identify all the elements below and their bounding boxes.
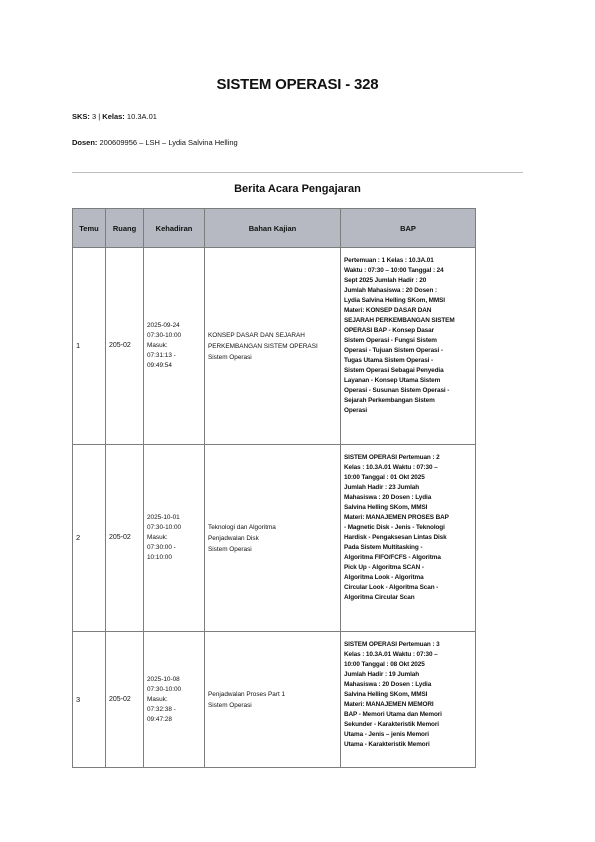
bap-line: Layanan - Konsep Utama Sistem [344,377,441,384]
table-header-row [73,209,476,248]
kelas-value: 10.3A.01 [124,112,157,121]
bap-line: SEJARAH PERKEMBANGAN SISTEM [344,317,455,324]
bap-line: Sejarah Perkembangan Sistem [344,397,435,404]
dosen-label: Dosen: [72,138,98,147]
bap-line: Sistem Operasi - Fungsi Sistem [344,337,437,344]
bap-line: Mahasiswa : 20 Dosen : Lydia [344,681,432,688]
kehadiran-line: 2025-09-24 [147,322,180,329]
cell-ruang: 205-02 [106,248,144,445]
kehadiran-line: 07:30:00 - [147,544,176,551]
kehadiran-line: 07:30-10:00 [147,332,182,339]
cell-temu: 1 [73,248,106,445]
bap-line: BAP - Memori Utama dan Memori [344,711,442,718]
bap-line: 10:00 Tanggal : 01 Okt 2025 [344,474,425,481]
bap-line: Utama - Karakteristik Memori [344,741,430,748]
table-row [73,248,476,445]
bahan-line: Sistem Operasi [208,545,252,553]
section-title: Berita Acara Pengajaran [234,183,361,195]
cell-kehadiran [144,445,205,632]
kehadiran-line: Masuk: [147,534,168,541]
kehadiran-line: 2025-10-08 [147,675,180,683]
bap-line: Jumlah Hadir : 23 Jumlah [344,484,420,491]
kehadiran-line: Masuk: [147,342,168,349]
kehadiran-line: 2025-10-01 [147,514,180,521]
bap-line: Sekunder - Karakteristik Memori [344,721,439,728]
col-header-bap: BAP [341,209,476,248]
bap-line: 10:00 Tanggal : 08 Okt 2025 [344,661,425,668]
bap-line: - Magnetic Disk - Jenis - Teknologi [344,524,445,531]
bap-line: Kelas : 10.3A.01 Waktu : 07:30 – [344,464,438,471]
bahan-line: PERKEMBANGAN SISTEM OPERASI [208,342,318,350]
bap-line: Algoritma FIFO/FCFS - Algoritma [344,554,441,561]
kelas-label: Kelas: [102,112,125,121]
cell-kehadiran [144,632,205,768]
cell-bap [341,248,476,445]
kehadiran-line: 07:31:13 - [147,352,176,359]
cell-kehadiran [144,248,205,445]
cell-temu: 2 [73,445,106,632]
kehadiran-line: 10:10:00 [147,554,172,561]
sks-label: SKS: [72,112,90,121]
col-header-ruang: Ruang [106,209,144,248]
col-header-bahan-kajian: Bahan Kajian [205,209,341,248]
page-title: SISTEM OPERASI - 328 [216,76,379,93]
cell-bahan-kajian [205,445,341,632]
bap-line: Jumlah Mahasiswa : 20 Dosen : [344,287,437,294]
bahan-line: Teknologi dan Algoritma [208,523,276,531]
kehadiran-line: 09:47:28 [147,715,172,723]
bap-line: OPERASI BAP - Konsep Dasar [344,327,434,334]
col-header-kehadiran: Kehadiran [144,209,205,248]
bap-line: Pertemuan : 1 Kelas : 10.3A.01 [344,257,434,264]
bap-line: Operasi [344,407,368,414]
cell-ruang: 205-02 [106,632,144,768]
bahan-line: Sistem Operasi [208,701,252,709]
bap-line: Materi: MANAJEMEN MEMORI [344,701,434,708]
col-header-temu: Temu [73,209,106,248]
bap-line: Sistem Operasi Sebagai Penyedia [344,367,444,374]
cell-bap [341,632,476,768]
sks-value: 3 | [89,112,103,121]
bap-line: Lydia Salvina Helling SKom, MMSI [344,297,445,304]
bap-line: Utama - Jenis – jenis Memori [344,731,429,738]
cell-bahan-kajian [205,248,341,445]
bap-line: Materi: MANAJEMEN PROSES BAP [344,514,449,521]
cell-bahan-kajian [205,632,341,768]
bap-line: Materi: KONSEP DASAR DAN [344,307,432,314]
cell-ruang: 205-02 [106,445,144,632]
bap-line: Kelas : 10.3A.01 Waktu : 07:30 – [344,651,438,658]
bap-line: Operasi - Susunan Sistem Operasi - [344,387,450,394]
lecturer-meta [72,138,238,147]
table-row [73,632,476,768]
bap-line: SISTEM OPERASI Pertemuan : 3 [344,641,440,648]
bahan-line: KONSEP DASAR DAN SEJARAH [208,331,305,339]
kehadiran-line: 09:49:54 [147,362,172,369]
bap-line: Waktu : 07:30 – 10:00 Tanggal : 24 [344,267,444,274]
cell-bap [341,445,476,632]
bap-line: Hardisk - Pengaksesan Lintas Disk [344,534,447,541]
bap-line: Pick Up - Algoritma SCAN - [344,564,424,571]
bap-line: Algoritma Look - Algoritma [344,574,424,581]
bahan-line: Penjadwalan Disk [208,534,259,542]
bap-line: SISTEM OPERASI Pertemuan : 2 [344,454,440,461]
kehadiran-line: 07:32:38 - [147,705,176,713]
bap-line: Circular Look - Algoritma Scan - [344,584,439,591]
divider [72,172,523,173]
bap-line: Sept 2025 Jumlah Hadir : 20 [344,277,427,284]
bap-line: Salvina Helling SKom, MMSI [344,691,428,698]
dosen-value: 200609956 – LSH – Lydia Salvina Helling [97,138,238,147]
bap-line: Pada Sistem Multitasking - [344,544,423,551]
bahan-line: Penjadwalan Proses Part 1 [208,690,286,698]
bap-line: Operasi - Tujuan Sistem Operasi - [344,347,443,354]
bap-line: Algoritma Circular Scan [344,594,415,601]
bap-table [72,208,476,768]
course-meta [72,112,157,121]
bap-line: Tugas Utama Sistem Operasi - [344,357,434,364]
bap-line: Mahasiswa : 20 Dosen : Lydia [344,494,432,501]
kehadiran-line: 07:30-10:00 [147,524,182,531]
cell-temu: 3 [73,632,106,768]
bap-line: Jumlah Hadir : 19 Jumlah [344,671,420,678]
bap-line: Salvina Helling SKom, MMSI [344,504,428,511]
kehadiran-line: Masuk: [147,695,168,703]
kehadiran-line: 07:30-10:00 [147,685,182,693]
bahan-line: Sistem Operasi [208,353,252,361]
table-row [73,445,476,632]
